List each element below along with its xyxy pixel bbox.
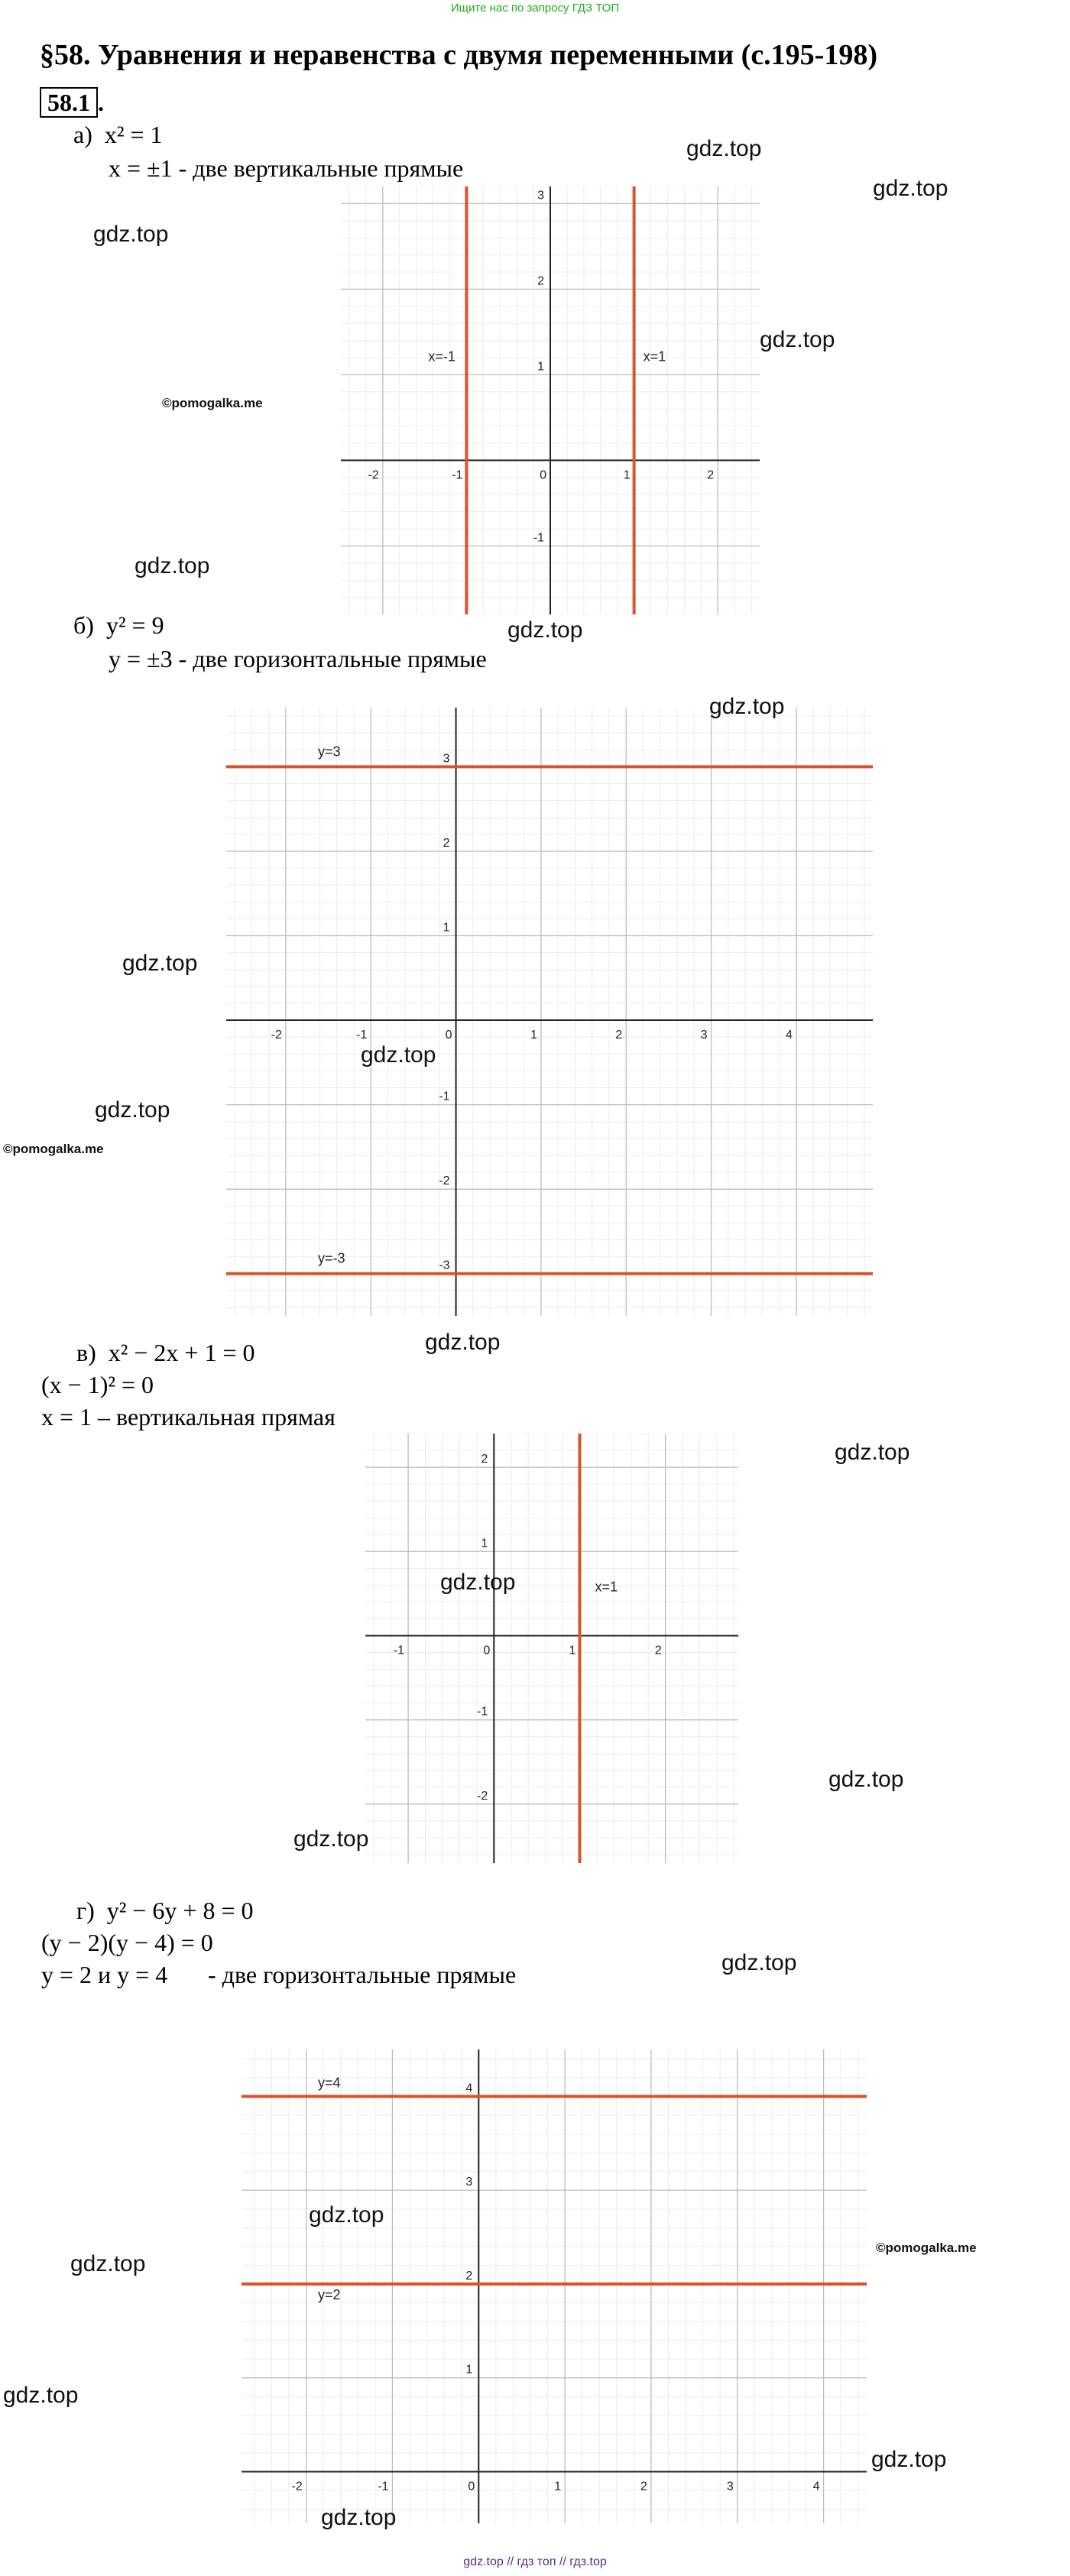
part-v-equation: в) x² − 2x + 1 = 0 xyxy=(76,1339,255,1366)
chart-g xyxy=(242,2049,867,2523)
x-tick-label: 0 xyxy=(445,1029,452,1042)
x-tick-label: 1 xyxy=(554,2480,562,2493)
watermark-gdz: gdz.top xyxy=(95,1097,170,1123)
y-tick-label: 4 xyxy=(465,2082,473,2095)
y-tick-label: -3 xyxy=(439,1259,450,1272)
y-tick-label: 3 xyxy=(443,752,450,766)
y-tick-label: 3 xyxy=(465,2176,473,2189)
watermark-gdz: gdz.top xyxy=(3,2383,79,2408)
chart-a xyxy=(341,186,760,614)
solution-line-label: y=4 xyxy=(318,2075,341,2091)
part-g-solution: y = 2 и y = 4 xyxy=(41,1961,168,1988)
watermark-pomogalka: ©pomogalka.me xyxy=(876,2241,977,2255)
y-tick-label: 1 xyxy=(537,360,544,374)
solution-line-label: x=1 xyxy=(595,1579,618,1595)
watermark-gdz: gdz.top xyxy=(293,1826,369,1852)
solution-line-label: y=2 xyxy=(318,2286,341,2302)
x-tick-label: 1 xyxy=(569,1644,576,1657)
footer-links[interactable]: gdz.top // гдз топ // гдз.top xyxy=(463,2555,607,2568)
y-tick-label: -2 xyxy=(439,1175,450,1188)
x-tick-label: 2 xyxy=(615,1029,623,1042)
x-tick-label: 1 xyxy=(623,468,631,482)
watermark-gdz: gdz.top xyxy=(709,694,785,719)
x-tick-label: 3 xyxy=(700,1029,708,1042)
watermark-gdz: gdz.top xyxy=(721,1950,797,1975)
y-tick-label: -1 xyxy=(439,1090,450,1103)
watermark-pomogalka: ©pomogalka.me xyxy=(3,1142,104,1156)
solution-line-label: y=-3 xyxy=(318,1250,345,1266)
watermark-gdz: gdz.top xyxy=(70,2251,146,2276)
watermark-gdz: gdz.top xyxy=(871,2447,947,2472)
watermark-gdz: gdz.top xyxy=(760,327,835,352)
part-a-solution: x = ±1 - две вертикальные прямые xyxy=(109,154,464,182)
watermark-gdz: gdz.top xyxy=(873,176,948,201)
y-tick-label: 1 xyxy=(481,1537,488,1550)
problem-number: 58.1 . xyxy=(40,89,104,117)
watermark-gdz: gdz.top xyxy=(425,1330,501,1355)
part-g-equation: г) y² − 6y + 8 = 0 xyxy=(76,1897,254,1924)
y-tick-label: -1 xyxy=(477,1705,488,1719)
solution-line-label: x=1 xyxy=(643,348,666,365)
x-tick-label: -1 xyxy=(452,468,463,482)
part-b-solution: y = ±3 - две горизонтальные прямые xyxy=(109,645,487,672)
chart-b xyxy=(226,708,873,1316)
solution-line-label: x=-1 xyxy=(428,348,456,365)
part-g-step: (y − 2)(y − 4) = 0 xyxy=(41,1929,213,1956)
y-tick-label: 1 xyxy=(443,921,450,935)
part-g-description: - две горизонтальные прямые xyxy=(208,1961,517,1988)
x-tick-label: 2 xyxy=(640,2480,647,2493)
x-tick-label: 1 xyxy=(530,1029,537,1042)
y-tick-label: 2 xyxy=(443,836,450,850)
x-tick-label: -1 xyxy=(393,1644,405,1657)
x-tick-label: -1 xyxy=(356,1029,368,1042)
x-tick-label: 2 xyxy=(654,1644,662,1657)
y-tick-label: -2 xyxy=(477,1789,488,1803)
x-tick-label: -2 xyxy=(368,468,379,482)
page-title: §58. Уравнения и неравенства с двумя переменными (с.195-198) xyxy=(40,39,877,71)
watermark-gdz: gdz.top xyxy=(135,553,210,578)
x-tick-label: 4 xyxy=(812,2480,820,2493)
watermark-gdz: gdz.top xyxy=(835,1440,910,1465)
x-tick-label: 3 xyxy=(726,2480,734,2493)
watermark-gdz: gdz.top xyxy=(321,2505,397,2530)
y-tick-label: 2 xyxy=(481,1453,488,1466)
y-tick-label: 1 xyxy=(465,2363,473,2377)
solution-line-label: y=3 xyxy=(318,744,341,760)
x-tick-label: -2 xyxy=(271,1029,282,1042)
x-tick-label: 0 xyxy=(540,468,546,482)
y-tick-label: -1 xyxy=(533,531,544,545)
y-tick-label: 3 xyxy=(537,189,544,203)
top-banner: Ищите нас по запросу ГДЗ ТОП xyxy=(450,2,620,15)
watermark-pomogalka: ©pomogalka.me xyxy=(162,396,263,410)
part-a-equation: а) x² = 1 xyxy=(73,121,163,148)
x-tick-label: 2 xyxy=(707,468,715,482)
x-tick-label: -2 xyxy=(291,2480,303,2493)
x-tick-label: 4 xyxy=(785,1029,793,1042)
watermark-gdz: gdz.top xyxy=(93,222,169,247)
part-v-step: (x − 1)² = 0 xyxy=(41,1371,154,1398)
x-tick-label: 0 xyxy=(483,1644,491,1657)
x-tick-label: 0 xyxy=(468,2480,475,2493)
watermark-gdz: gdz.top xyxy=(440,1570,516,1595)
y-tick-label: 2 xyxy=(465,2269,473,2283)
watermark-gdz: gdz.top xyxy=(828,1767,904,1792)
y-tick-label: 2 xyxy=(537,274,544,288)
part-b-equation: б) y² = 9 xyxy=(73,611,164,639)
watermark-gdz: gdz.top xyxy=(361,1042,436,1068)
x-tick-label: -1 xyxy=(378,2480,389,2493)
chart-v xyxy=(365,1434,738,1863)
watermark-gdz: gdz.top xyxy=(122,951,198,976)
watermark-gdz: gdz.top xyxy=(507,617,583,643)
watermark-gdz: gdz.top xyxy=(686,136,762,161)
part-v-solution: x = 1 – вертикальная прямая xyxy=(41,1403,336,1431)
watermark-gdz: gdz.top xyxy=(309,2202,384,2228)
